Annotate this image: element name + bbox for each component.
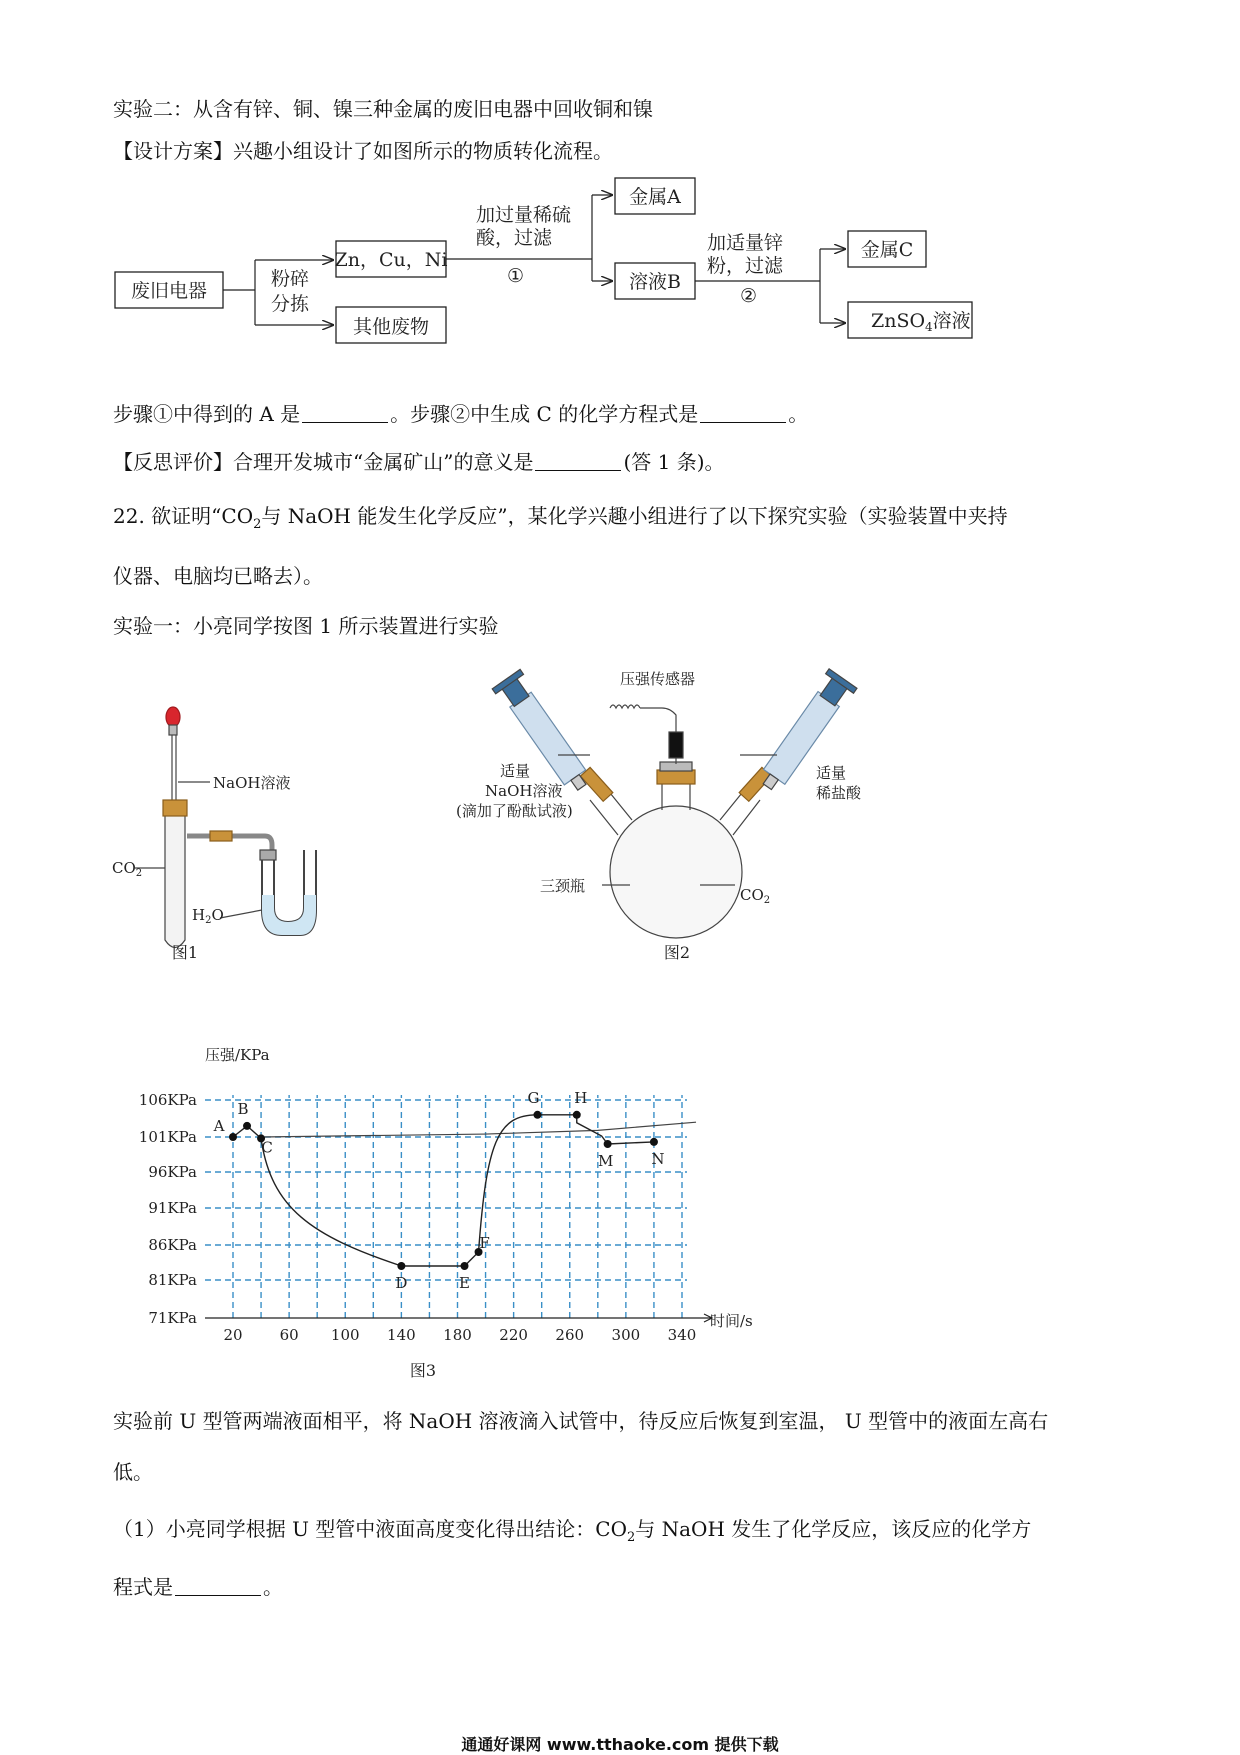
- fig2-left-b: NaOH溶液: [485, 782, 563, 800]
- flow-op2-a: 加过量稀硫: [476, 204, 572, 226]
- flow-op3-a: 加适量锌: [707, 232, 784, 254]
- answer-blank-q1[interactable]: [175, 1594, 261, 1596]
- y-tick-label: 91KPa: [148, 1199, 197, 1217]
- flow-source: 废旧电器: [130, 280, 208, 302]
- answer-blank-equation[interactable]: [700, 421, 786, 423]
- x-tick-label: 20: [223, 1326, 243, 1344]
- point-label-N: N: [651, 1149, 665, 1168]
- flow-metal-c: 金属C: [860, 239, 914, 261]
- series-mn-segment: [608, 1142, 654, 1144]
- y-tick-label: 101KPa: [138, 1128, 197, 1146]
- point-label-D: D: [395, 1274, 408, 1292]
- fig2-right-a: 适量: [816, 764, 847, 782]
- flow-op1-b: 分拣: [271, 293, 310, 315]
- flow-op3-b: 粉，过滤: [707, 255, 784, 277]
- chart-ylabel: 压强/KPa: [205, 1046, 270, 1064]
- x-tick-label: 60: [279, 1326, 299, 1344]
- fig2-right-b: 稀盐酸: [816, 784, 862, 802]
- chart-caption: 图3: [409, 1361, 437, 1380]
- fig2-left-a: 适量: [500, 762, 531, 780]
- sensor-coil: [610, 705, 676, 732]
- flow-step1: ①: [507, 265, 525, 287]
- x-tick-label: 140: [387, 1326, 416, 1344]
- pressure-sensor: [669, 732, 683, 758]
- chart-axes: [205, 1314, 712, 1322]
- q1-stem: （1）小亮同学根据 U 型管中液面高度变化得出结论：$CO_2$与 NaOH 发生了化学反应，该反应的化学方: [113, 1517, 1032, 1545]
- point-label-F: F: [479, 1234, 490, 1252]
- point-label-A: A: [213, 1117, 225, 1135]
- y-tick-label: 86KPa: [148, 1236, 197, 1254]
- flow-step2: ②: [740, 285, 758, 307]
- fig1-h2o-label: $H_2O$: [192, 906, 224, 926]
- x-tick-label: 180: [443, 1326, 472, 1344]
- point-label-G: G: [527, 1088, 540, 1107]
- point-B: [243, 1122, 251, 1130]
- point-label-E: E: [459, 1274, 470, 1292]
- fig2-co2-label: $CO_2$: [740, 886, 771, 906]
- x-tick-label: 220: [499, 1326, 528, 1344]
- fig2-left-c: (滴加了酚酞试液): [456, 802, 573, 820]
- exp2-title: 实验二：从含有锌、铜、镍三种金属的废旧电器中回收铜和镍: [113, 97, 653, 121]
- flow-metal-a: 金属A: [629, 186, 681, 208]
- fig2-sensor-label: 压强传感器: [620, 670, 696, 688]
- dropper-bulb: [166, 707, 180, 727]
- q22-stem: 22. 欲证明“$CO_2$与 NaOH 能发生化学反应”，某化学兴趣小组进行了以下探究实验（实验装置中夹持: [113, 504, 1008, 532]
- point-label-B: B: [237, 1099, 249, 1118]
- x-tick-label: 340: [667, 1326, 697, 1344]
- answer-blank-reflect[interactable]: [535, 469, 621, 471]
- flow-op1-a: 粉碎: [271, 268, 310, 290]
- point-label-H: H: [574, 1088, 588, 1107]
- exp1-intro: 实验一：小亮同学按图 1 所示装置进行实验: [113, 614, 499, 638]
- fig1-naoh-label: NaOH溶液: [213, 774, 291, 792]
- flow-op2-b: 酸，过滤: [476, 227, 553, 249]
- step-question: 步骤①中得到的 A 是 。步骤②中生成 C 的化学方程式是 。: [113, 402, 809, 426]
- series-reference-line: [261, 1122, 696, 1137]
- point-D: [397, 1262, 405, 1270]
- x-tick-label: 300: [611, 1326, 641, 1344]
- point-A: [229, 1133, 237, 1141]
- y-tick-label: 71KPa: [148, 1309, 197, 1327]
- fig2-caption: 图2: [663, 943, 691, 962]
- observation-paragraph: 实验前 U 型管两端液面相平，将 NaOH 溶液滴入试管中，待反应后恢复到室温， U 型管中的液面左高右: [113, 1409, 1049, 1433]
- reflect-question: 【反思评价】合理开发城市“金属矿山”的意义是 (答 1 条)。: [113, 450, 725, 474]
- fig1-co2-label: $CO_2$: [112, 859, 143, 879]
- point-label-C: C: [261, 1138, 273, 1157]
- y-tick-label: 96KPa: [148, 1163, 197, 1181]
- x-tick-label: 260: [555, 1326, 585, 1344]
- point-G: [533, 1111, 541, 1119]
- point-M: [604, 1140, 612, 1148]
- chart-xlabel: 时间/s: [710, 1312, 753, 1330]
- fig2-flask-label: 三颈瓶: [540, 877, 586, 895]
- test-tube: [165, 805, 185, 948]
- design-scheme: 【设计方案】兴趣小组设计了如图所示的物质转化流程。: [113, 139, 613, 163]
- point-H: [573, 1111, 581, 1119]
- y-tick-label: 81KPa: [148, 1271, 197, 1289]
- pressure-chart: [110, 1040, 790, 1390]
- point-N: [650, 1138, 658, 1146]
- x-tick-label: 100: [330, 1326, 360, 1344]
- flow-solution-b: 溶液B: [629, 271, 681, 293]
- observation-paragraph-end: 低。: [113, 1460, 153, 1484]
- q1-stem-line2: 程式是 。: [113, 1575, 283, 1599]
- y-tick-label: 106KPa: [138, 1091, 197, 1109]
- figure-2: [440, 660, 900, 970]
- tube-stopper: [163, 800, 187, 816]
- point-E: [461, 1262, 469, 1270]
- chart-marks: [213, 1089, 665, 1292]
- page-footer: 通通好课网 www.tthaoke.com 提供下载: [461, 1735, 779, 1754]
- three-neck-flask: [610, 806, 742, 938]
- answer-blank-a[interactable]: [302, 421, 388, 423]
- flow-metals: Zn，Cu，Ni: [334, 249, 448, 271]
- flow-znso4: ZnSO$_4$溶液: [871, 310, 971, 334]
- point-label-M: M: [597, 1152, 614, 1170]
- flow-waste: 其他废物: [352, 316, 430, 338]
- q22-stem-line2: 仪器、电脑均已略去）。: [113, 564, 323, 588]
- figure-1: [110, 700, 410, 970]
- fig1-caption: 图1: [171, 943, 199, 962]
- flow-diagram: [100, 175, 1000, 395]
